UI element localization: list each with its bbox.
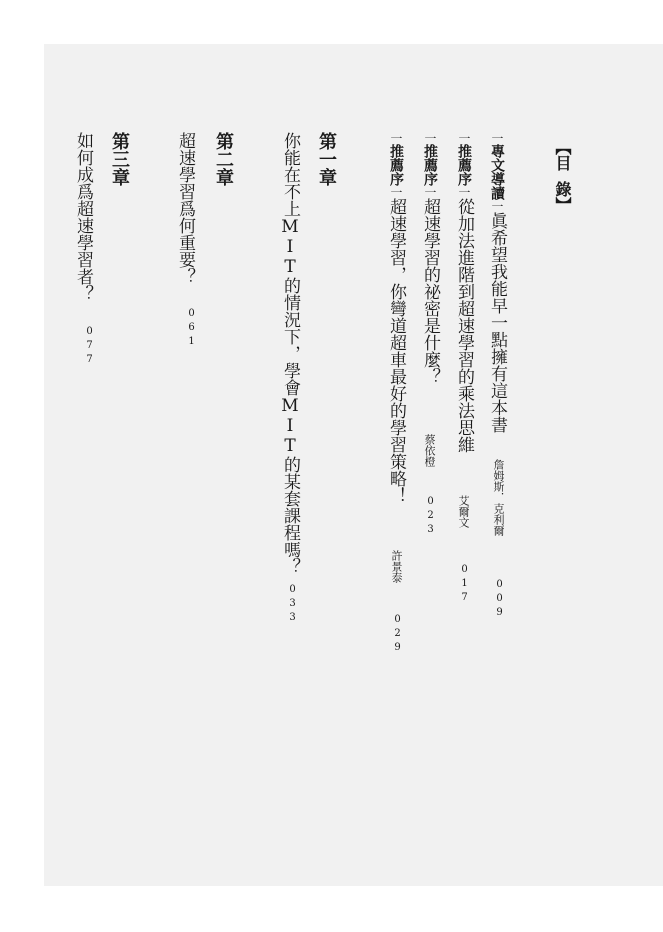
toc-entry-preface-1 (455, 132, 472, 453)
entry-title: 眞希望我能早一點擁有這本書 (487, 212, 507, 433)
chapter-1-label: 第一章 (316, 132, 337, 186)
entry-author: 許景泰 (390, 550, 403, 583)
heading-bracket-left: 【 (553, 139, 572, 155)
entry-tag: 專文導讀 (489, 144, 505, 200)
toc-heading (554, 139, 570, 213)
entry-author: 詹姆斯．克利爾 (492, 459, 505, 536)
heading-char-2: 錄 (553, 181, 572, 197)
entry-page: 009 (494, 579, 505, 621)
chapter-3-page: 077 (84, 326, 95, 368)
document-page (44, 44, 663, 886)
entry-dash: 一 (457, 186, 471, 198)
chapter-3-label: 第三章 (109, 132, 130, 186)
entry-page: 017 (459, 564, 470, 606)
entry-dash: 一 (423, 132, 437, 144)
entry-page: 023 (425, 496, 436, 538)
chapter-2-title: 超速學習爲何重要？ (175, 132, 195, 285)
chapter-1-page: 033 (287, 584, 298, 626)
entry-dash: 一 (457, 132, 471, 144)
chapter-3-title: 如何成爲超速學習者？ (73, 132, 93, 302)
entry-dash: 一 (389, 132, 403, 144)
chapter-1-title: 你能在不上MIT的情況下，學會MIT的某套課程嗎？ (280, 132, 300, 575)
toc-entry-preface-3 (387, 132, 404, 504)
entry-title: 從加法進階到超速學習的乘法思維 (454, 198, 474, 453)
heading-char-1: 目 (553, 155, 572, 181)
chapter-2-label: 第二章 (213, 132, 234, 186)
heading-bracket-right: 】 (553, 197, 572, 213)
entry-tag: 推薦序 (456, 144, 472, 186)
entry-title: 超速學習的祕密是什麼？ (420, 198, 440, 385)
entry-tag: 推薦序 (388, 144, 404, 186)
entry-title: 超速學習，你彎道超車最好的學習策略！ (386, 198, 406, 504)
chapter-2-page: 061 (186, 308, 197, 350)
entry-dash: 一 (490, 132, 504, 144)
entry-author: 蔡依橙 (423, 434, 436, 467)
toc-entry-foreword (488, 132, 505, 433)
entry-dash: 一 (389, 186, 403, 198)
entry-dash: 一 (490, 200, 504, 212)
entry-tag: 推薦序 (422, 144, 438, 186)
entry-dash: 一 (423, 186, 437, 198)
entry-author: 艾爾文 (457, 495, 470, 528)
entry-page: 029 (392, 614, 403, 656)
toc-entry-preface-2 (421, 132, 438, 385)
